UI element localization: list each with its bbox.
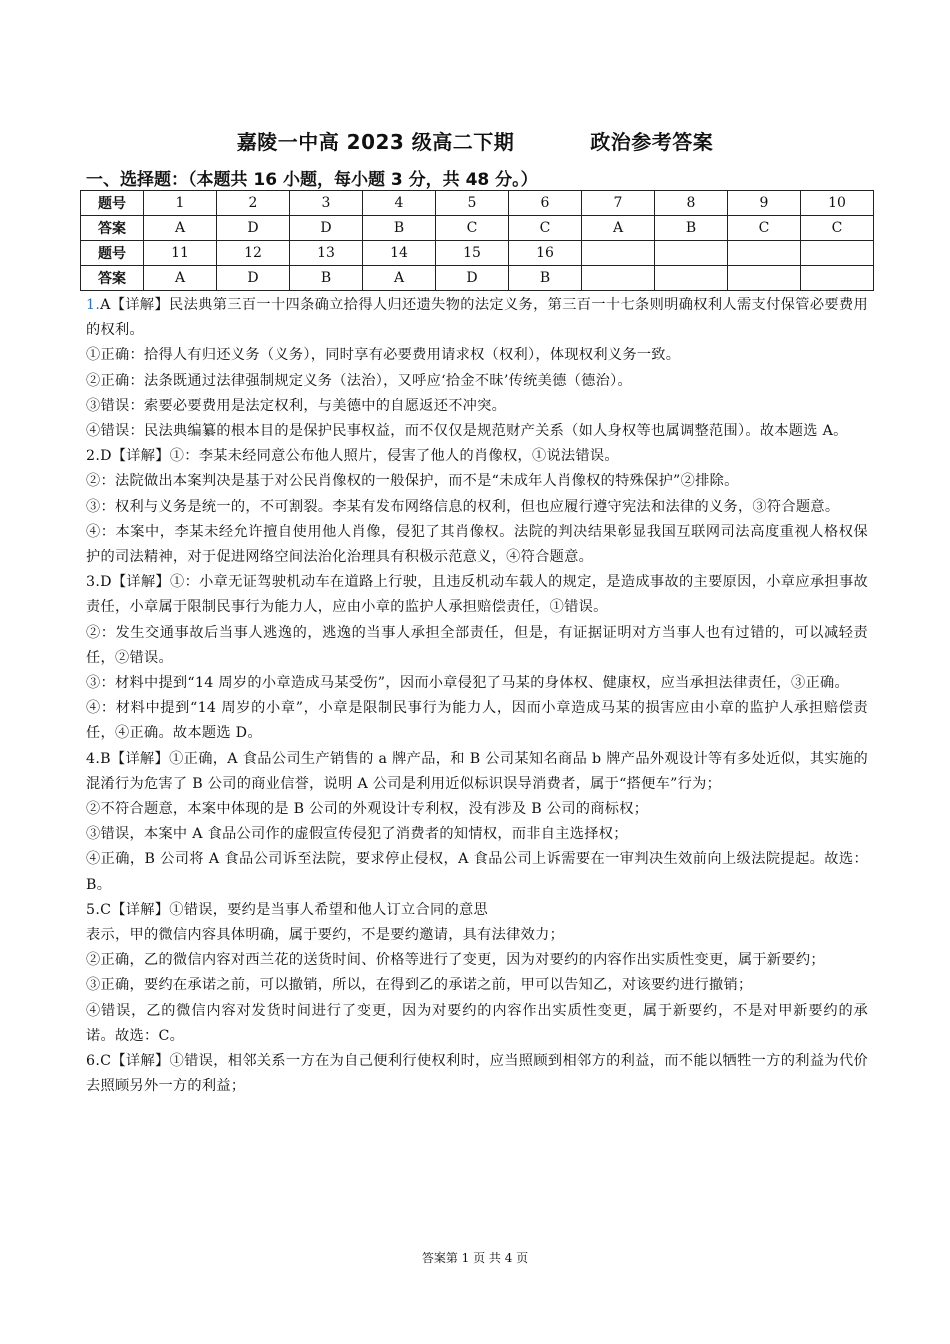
explanation-paragraph [86, 898, 868, 923]
table-cell: 16 [509, 241, 582, 266]
paragraph-text: 3.D【详解】①：小章无证驾驶机动车在道路上行驶，且违反机动车载人的规定，是造成事故的主要原因，小章应承担事故责任，小章属于限制民事行为能力人，应由小章的监护人承担赔偿责任，①错误。 [86, 574, 868, 616]
paragraph-text: ④：本案中，李某未经允许擅自使用他人肖像，侵犯了其肖像权。法院的判决结果彰显我国互联网司法高度重视人格权保护的司法精神，对于促进网络空间法治化治理具有积极示范意义，④符合题意。 [86, 523, 868, 566]
table-cell: D [217, 216, 290, 241]
paragraph-text: ④错误，乙的微信内容对发货时间进行了变更，因为对要约的内容作出实质性变更，属于新要约，不是对甲新要约的承诺。故选：C。 [86, 1002, 868, 1044]
explanation-paragraph [86, 923, 868, 948]
table-cell [655, 266, 728, 291]
explanation-paragraph [86, 343, 868, 368]
paragraph-text: ③错误：索要必要费用是法定权利，与美德中的自愿返还不冲突。 [86, 397, 507, 414]
explanation-paragraph [86, 444, 868, 469]
table-cell: 15 [436, 241, 509, 266]
section-heading: 一、选择题：（本题共 16 小题，每小题 3 分，共 48 分。） [86, 170, 538, 190]
table-cell [728, 266, 801, 291]
table-cell: 3 [290, 191, 363, 216]
table-cell: 2 [217, 191, 290, 216]
paragraph-text: ②正确，乙的微信内容对西兰花的送货时间、价格等进行了变更，因为对要约的内容作出实质性变更，属于新要约； [86, 952, 825, 969]
row-label: 题号 [81, 191, 144, 216]
explanation-paragraph [86, 696, 868, 746]
explanation-paragraph [86, 948, 868, 973]
table-cell: 9 [728, 191, 801, 216]
paragraph-text: ②：发生交通事故后当事人逃逸的，逃逸的当事人承担全部责任，但是，有证据证明对方当事人也有过错的，可以减轻责任，②错误。 [86, 624, 868, 666]
page-footer: 答案第 1 页 共 4 页 [421, 1251, 529, 1265]
explanation-paragraph [86, 369, 868, 394]
explanation-paragraph [86, 621, 868, 671]
paragraph-text: 6.C【详解】①错误，相邻关系一方在为自己便利行使权利时，应当照顾到相邻方的利益，而不能以牺牲一方的利益为代价去照顾另外一方的利益； [86, 1053, 868, 1095]
paragraph-text: ④：材料中提到“14 周岁的小章”，小章是限制民事行为能力人，因而小章造成马某的损害应由小章的监护人承担赔偿责任，④正确。故本题选 D。 [86, 700, 868, 742]
explanation-paragraph [86, 797, 868, 822]
table-cell: 6 [509, 191, 582, 216]
row-label: 答案 [81, 216, 144, 241]
explanation-paragraph [86, 495, 868, 520]
paragraph-text: 5.C【详解】①错误，要约是当事人希望和他人订立合同的意思 [86, 901, 488, 918]
table-cell: B [363, 216, 436, 241]
table-cell: D [290, 216, 363, 241]
paragraph-text: ②正确：法条既通过法律强制规定义务（法治），又呼应‘拾金不昧’传统美德（德治）。 [86, 372, 632, 389]
row-label: 题号 [81, 241, 144, 266]
table-cell: A [144, 266, 217, 291]
paragraph-text: ①正确：拾得人有归还义务（义务），同时享有必要费用请求权（权利），体现权利义务一致。 [86, 347, 681, 364]
table-cell: 13 [290, 241, 363, 266]
explanation-paragraph [86, 822, 868, 847]
table-cell: C [509, 216, 582, 241]
paragraph-text: ③：权利与义务是统一的，不可割裂。李某有发布网络信息的权利，但也应履行遵守宪法和法律的义务，③符合题意。 [86, 498, 840, 515]
paragraph-text: ③：材料中提到“14 周岁的小章造成马某受伤”，因而小章侵犯了马某的身体权、健康权，应当承担法律责任，③正确。 [86, 675, 849, 692]
paragraph-text: 2.D【详解】①：李某未经同意公布他人照片，侵害了他人的肖像权，①说法错误。 [86, 448, 619, 465]
table-cell [655, 241, 728, 266]
table-cell: 14 [363, 241, 436, 266]
table-cell: B [509, 266, 582, 291]
table-cell [801, 241, 874, 266]
table-cell: C [801, 216, 874, 241]
paragraph-text: ②：法院做出本案判决是基于对公民肖像权的一般保护，而不是“未成年人肖像权的特殊保护”②排除。 [86, 473, 739, 490]
title-subject: 政治参考答案 [590, 130, 714, 154]
table-row [81, 241, 874, 266]
table-cell: 4 [363, 191, 436, 216]
explanation-paragraph [86, 847, 868, 897]
paragraph-text: A【详解】民法典第三百一十四条确立拾得人归还遗失物的法定义务，第三百一十七条则明确权利人需支付保管必要费用的权利。 [86, 297, 868, 339]
table-cell: A [144, 216, 217, 241]
paragraph-text: ④正确，B 公司将 A 食品公司诉至法院，要求停止侵权，A 食品公司上诉需要在一审判决生效前向上级法院提起。故选：B。 [86, 851, 868, 893]
paragraph-text: ④错误：民法典编纂的根本目的是保护民事权益，而不仅仅是规范财产关系（如人身权等也属调整范围）。故本题选 A。 [86, 423, 848, 440]
table-row [81, 191, 874, 216]
table-cell: B [655, 216, 728, 241]
explanation-paragraph [86, 570, 868, 620]
row-label: 答案 [81, 266, 144, 291]
paragraph-text: ③正确，要约在承诺之前，可以撤销，所以，在得到乙的承诺之前，甲可以告知乙，对该要约进行撤销； [86, 977, 753, 994]
table-cell: 10 [801, 191, 874, 216]
table-cell: B [290, 266, 363, 291]
explanation-paragraph [86, 1049, 868, 1099]
table-cell [801, 266, 874, 291]
explanation-paragraph [86, 671, 868, 696]
table-row [81, 266, 874, 291]
explanation-paragraph [86, 973, 868, 998]
explanation-paragraph [86, 394, 868, 419]
paragraph-text: ②不符合题意，本案中体现的是 B 公司的外观设计专利权，没有涉及 B 公司的商标权； [86, 801, 649, 818]
table-cell: A [582, 216, 655, 241]
explanation-paragraph [86, 999, 868, 1049]
table-row [81, 216, 874, 241]
paragraph-text: 4.B【详解】①正确，A 食品公司生产销售的 a 牌产品，和 B 公司某知名商品 b 牌产品外观设计等有多处近似，其实施的混淆行为危害了 B 公司的商业信誉，说明 A 公司是利用近似标识误导消费者，属于“搭便车”行为； [86, 750, 868, 792]
table-cell: 12 [217, 241, 290, 266]
explanation-paragraph [86, 469, 868, 494]
question-number: 1. [86, 297, 101, 313]
table-cell: A [363, 266, 436, 291]
explanation-paragraph [86, 419, 868, 444]
table-cell: D [436, 266, 509, 291]
explanation-paragraph [86, 520, 868, 570]
table-cell: 8 [655, 191, 728, 216]
paragraph-text: ③错误，本案中 A 食品公司作的虚假宣传侵犯了消费者的知情权，而非自主选择权； [86, 826, 628, 843]
answer-table [80, 190, 874, 291]
table-cell: 7 [582, 191, 655, 216]
page-title [0, 126, 950, 155]
table-cell [582, 266, 655, 291]
table-cell: C [436, 216, 509, 241]
table-cell: 11 [144, 241, 217, 266]
table-cell: 1 [144, 191, 217, 216]
table-cell [728, 241, 801, 266]
paragraph-text: 表示，甲的微信内容具体明确，属于要约，不是要约邀请，具有法律效力； [86, 927, 565, 944]
explanation-paragraph [86, 747, 868, 797]
table-cell: D [217, 266, 290, 291]
table-cell [582, 241, 655, 266]
explanations [86, 293, 868, 1100]
explanation-paragraph [86, 293, 868, 343]
table-cell: 5 [436, 191, 509, 216]
table-cell: C [728, 216, 801, 241]
title-school: 嘉陵一中高 2023 级高二下期 [236, 130, 515, 154]
